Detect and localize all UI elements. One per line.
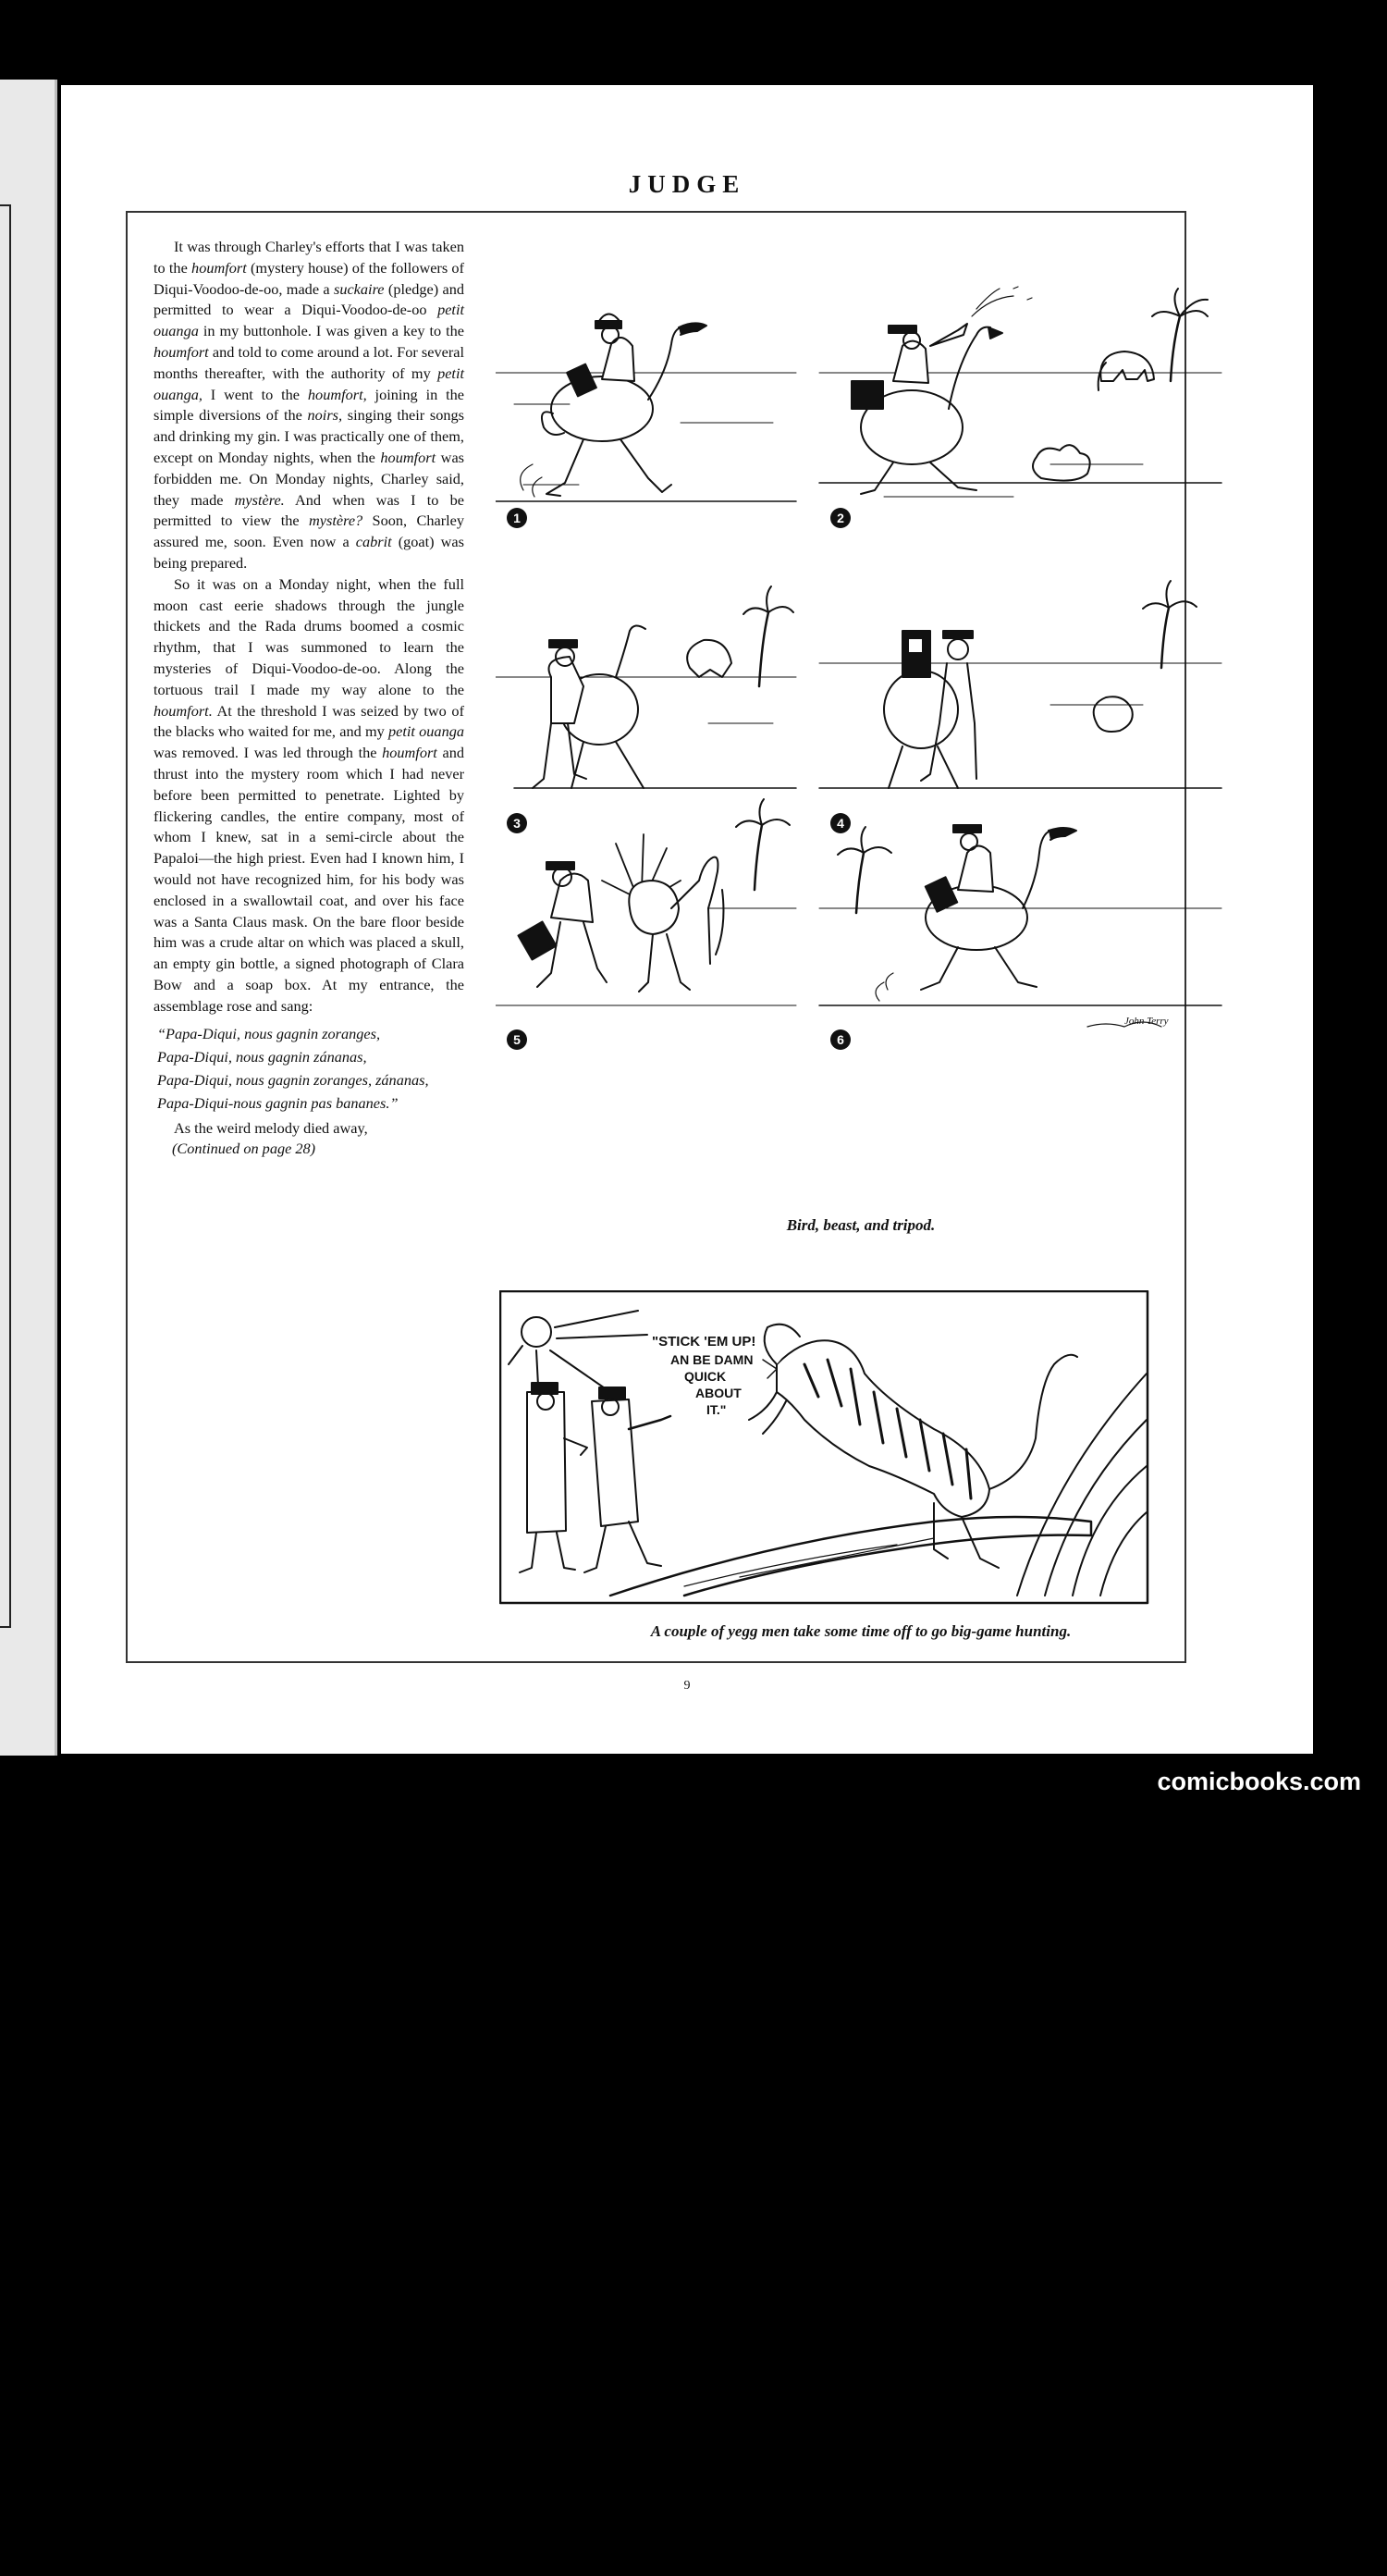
svg-text:1: 1	[513, 511, 521, 525]
comic-panel-2	[819, 287, 1221, 497]
panel-number-3	[507, 813, 527, 833]
svg-text:6: 6	[837, 1032, 844, 1047]
facing-page-edge	[0, 80, 57, 1756]
artist-signature: John Terry	[1124, 1016, 1169, 1027]
italic-term: mystère?	[309, 512, 363, 530]
italic-term: houmfort	[382, 744, 437, 762]
comic-panel-1	[496, 314, 796, 502]
italic-term: cabrit	[355, 533, 392, 551]
italic-term: houmfort	[380, 448, 436, 466]
song-line: Papa-Diqui, nous gagnin zoranges, zánanas,	[157, 1071, 429, 1090]
article-closing-line: As the weird melody died away,	[174, 1118, 368, 1137]
comic-strip	[496, 242, 1226, 1282]
tiger-cartoon	[499, 1290, 1225, 2576]
comic-panel-4	[819, 581, 1221, 788]
magazine-page	[61, 85, 1313, 1754]
italic-term: noirs,	[307, 406, 343, 425]
continued-notice	[153, 1139, 464, 1160]
site-watermark: comicbooks.com	[1157, 1768, 1361, 1795]
song-line: Papa-Diqui, nous gagnin zánanas,	[157, 1048, 367, 1066]
panel-number-6	[830, 1029, 851, 1050]
page-gutter	[55, 80, 57, 1756]
panel-number-4	[830, 813, 851, 833]
page-header: JUDGE	[628, 170, 746, 198]
speech-line-2: AN BE DAMN	[670, 1352, 754, 1367]
svg-text:4: 4	[837, 816, 844, 831]
song-line: Papa-Diqui-nous gagnin pas bananes.”	[157, 1093, 399, 1112]
tiger-cartoon-art	[499, 1290, 1225, 1614]
article-paragraph-2: So it was on a Monday night, when the full moon cast eerie shadows through the jungle thickets and the Rada drums boomed a cosmic rhythm, that I was summoned to learn the mysteries of Diqui-Voodoo-de-oo. Along the tortuous trail I made my way alone to the houmfort. At the threshold I was seized by two of the blacks who waited for me, and my petit ouanga was removed. I was led through the houmfort and thrust into the mystery room which I had never before been permitted to penetrate. Lighted by flickering candles, the entire company, most of whom I knew, sat in a semi-circle about the Papaloi—the high priest. Even had I known him, I would not have recognized him, for his body was enclosed in a swallowtail coat, and over his face was a Santa Claus mask. On the bare floor beside him was a crude altar on which was placed a skull, an empty gin bottle, a signed photograph of Clara Bow and a soap box. At my entrance, the assemblage rose and sang:	[153, 574, 465, 1015]
comic-strip-caption: Bird, beast, and tripod.	[786, 1216, 936, 1234]
facing-page-frame	[0, 204, 11, 1628]
tiger-cartoon-caption: A couple of yegg men take some time off to go big-game hunting.	[650, 1622, 1072, 1640]
panel-number-1	[507, 508, 527, 528]
comic-strip-art	[496, 242, 1226, 1282]
comic-panel-6	[819, 825, 1221, 1027]
sun-icon	[522, 1317, 551, 1347]
italic-term: houmfort	[153, 342, 209, 361]
page-number: 9	[683, 1679, 691, 1693]
svg-text:5: 5	[513, 1032, 521, 1047]
svg-text:3: 3	[513, 816, 521, 831]
speech-line-4: ABOUT	[695, 1386, 742, 1400]
comic-panel-5	[496, 799, 796, 1005]
italic-term: suckaire	[333, 279, 385, 298]
italic-term: mystère.	[234, 490, 285, 509]
italic-term: houmfort.	[153, 701, 213, 720]
continued-text: (Continued on page 28)	[172, 1140, 316, 1158]
comic-panel-3	[496, 586, 796, 788]
song-lyrics	[153, 1024, 464, 1114]
speech-line-5: IT."	[706, 1402, 727, 1417]
article-column	[153, 237, 464, 1160]
speech-line-1: "STICK 'EM UP!	[652, 1334, 756, 1350]
italic-term: houmfort	[191, 258, 247, 277]
italic-term: houmfort,	[307, 385, 367, 403]
speech-line-3: QUICK	[684, 1369, 727, 1384]
italic-term: petit ouanga	[153, 301, 464, 340]
italic-term: petit ouanga	[387, 722, 464, 741]
svg-text:2: 2	[837, 511, 844, 525]
article-paragraph-1: It was through Charley's efforts that I was taken to the houmfort (mystery house) of the followers of Diqui-Voodoo-de-oo, made a suckaire (pledge) and permitted to wear a Diqui-Voodoo-de-oo petit ouanga in my buttonhole. I was given a key to the houmfort and told to come around a lot. For several months thereafter, with the authority of my petit ouanga, I went to the houmfort, joining in the simple diversions of the noirs, singing their songs and drinking my gin. I was practically one of them, except on Monday nights, when the houmfort was forbidden me. On Monday nights, Charley said, they made mystère. And when was I to be permitted to view the mystère? Soon, Charley assured me, soon. Even now a cabrit (goat) was being prepared.	[153, 238, 465, 572]
panel-number-5	[507, 1029, 527, 1050]
panel-number-2	[830, 508, 851, 528]
italic-term: petit ouanga,	[153, 364, 464, 403]
song-line: “Papa-Diqui, nous gagnin zoranges,	[157, 1025, 381, 1043]
